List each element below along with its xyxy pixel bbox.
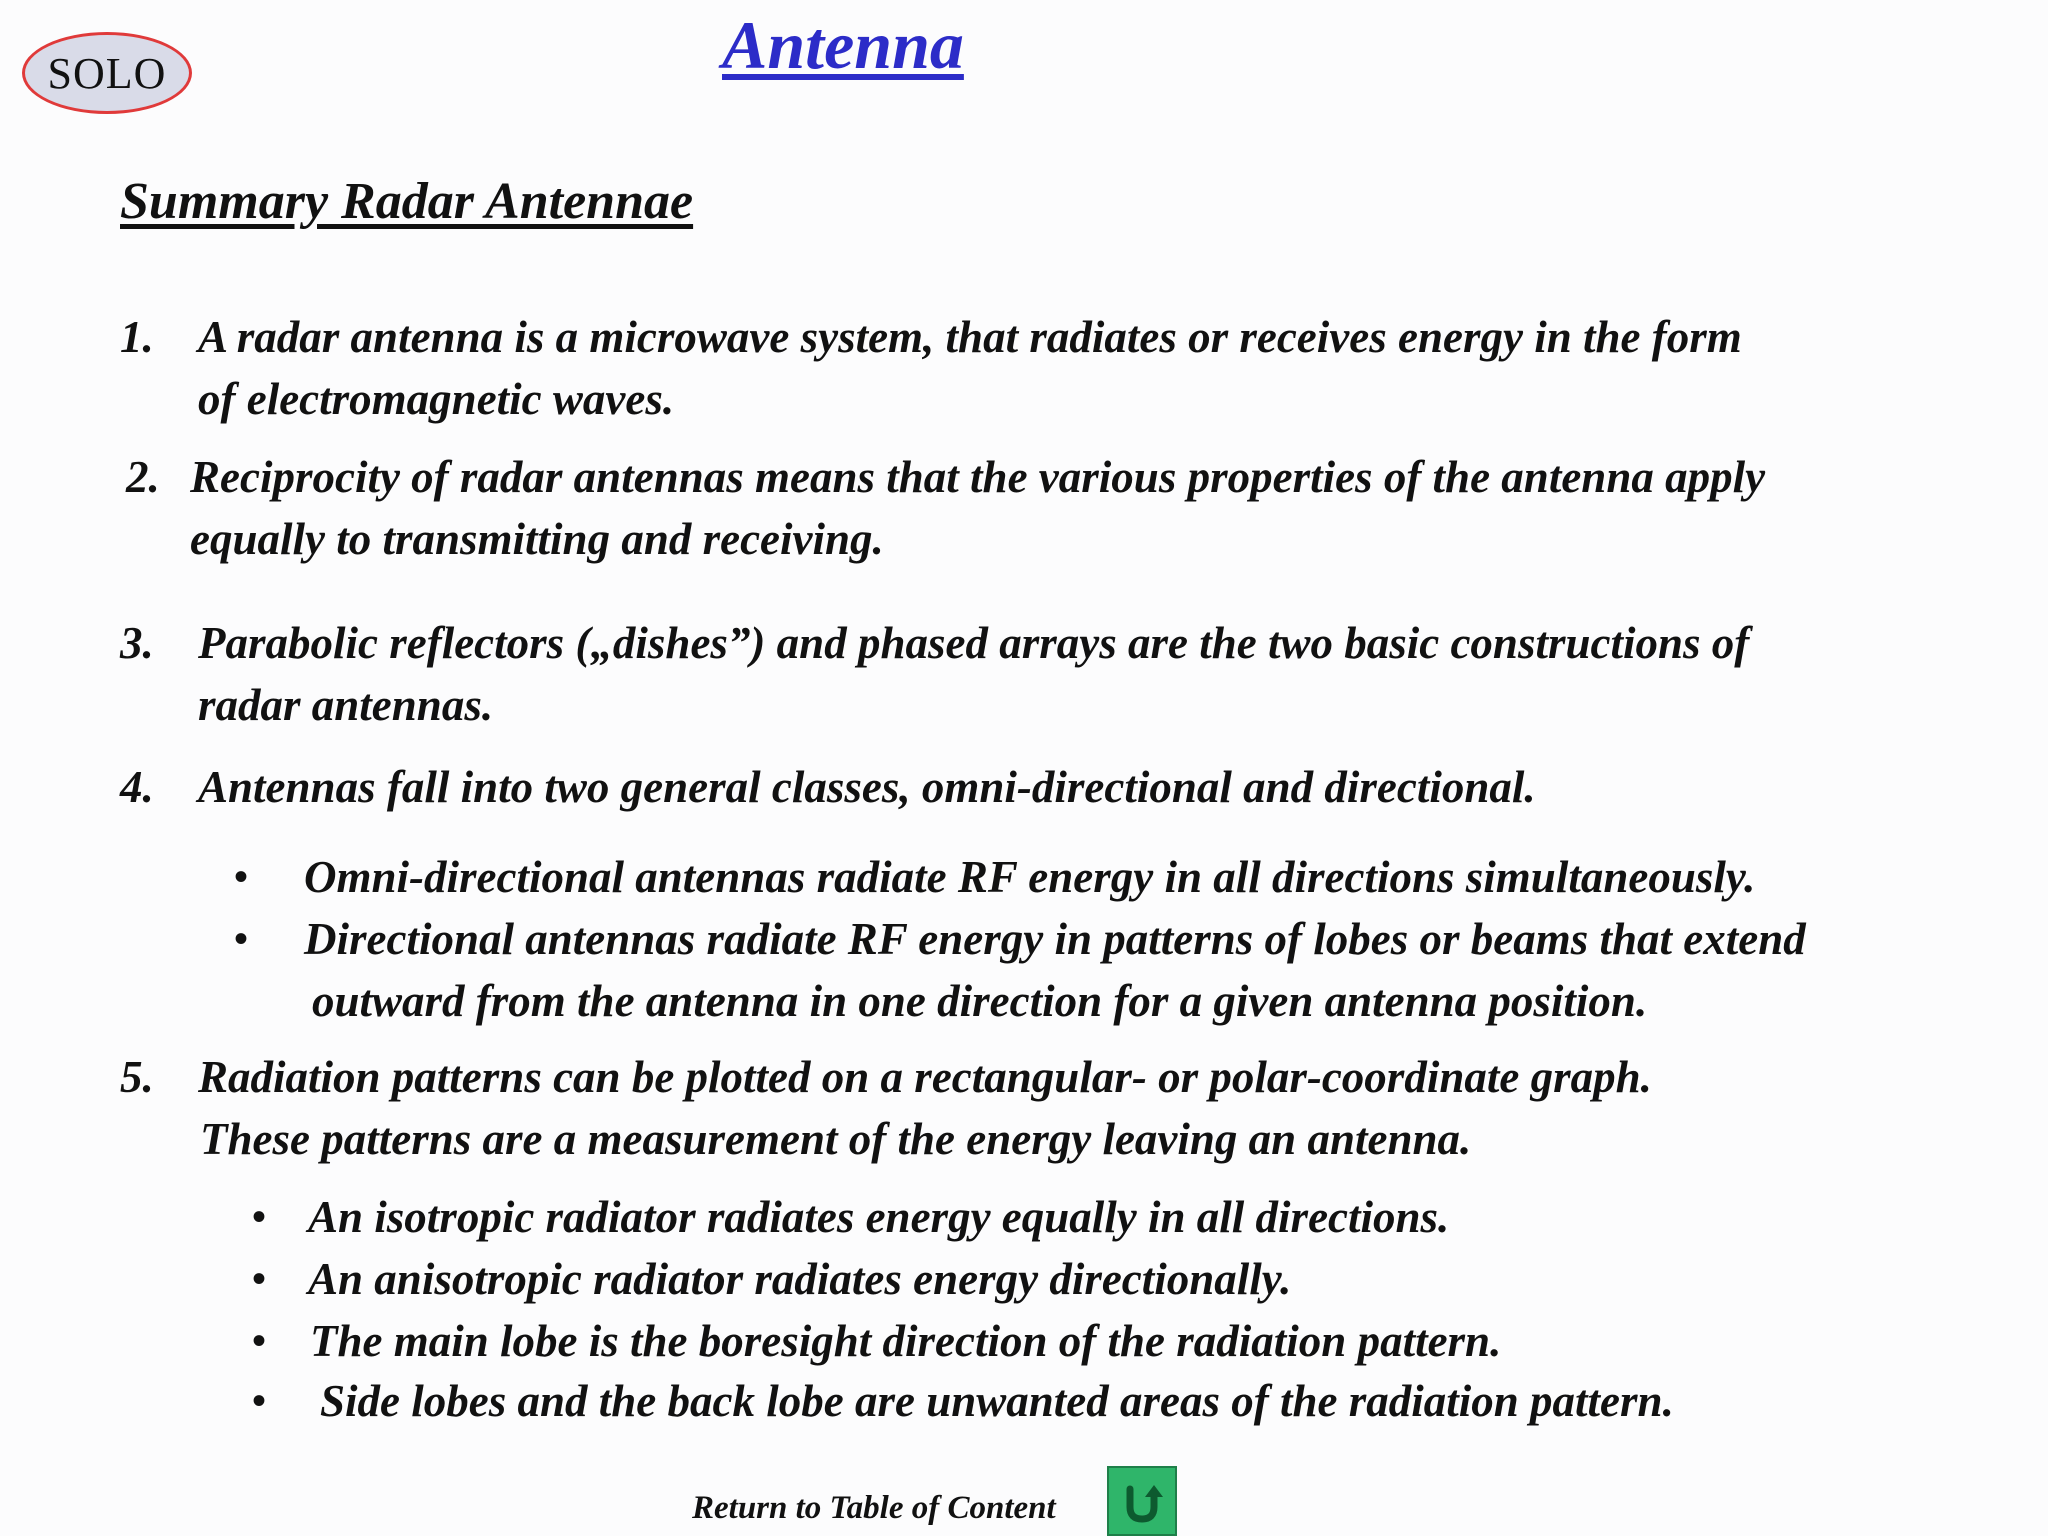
sub-bullet-text: outward from the antenna in one direction for a given antenna position. xyxy=(312,976,1648,1026)
item-line: These patterns are a measurement of the energy leaving an antenna. xyxy=(200,1114,1472,1164)
return-button[interactable] xyxy=(1107,1466,1177,1536)
item-line: Antennas fall into two general classes, omni-directional and directional. xyxy=(198,762,1536,812)
sub-bullet-text: Omni-directional antennas radiate RF energy in all directions simultaneously. xyxy=(304,852,1756,902)
item-number: 1. xyxy=(120,312,154,362)
item-line: equally to transmitting and receiving. xyxy=(190,514,884,564)
item-line: Parabolic reflectors („dishes”) and phased arrays are the two basic constructions of xyxy=(198,618,1750,668)
item-number: 2. xyxy=(126,452,160,502)
section-subtitle: Summary Radar Antennae xyxy=(120,173,694,230)
bullet-icon: • xyxy=(234,916,249,961)
bullet-icon: • xyxy=(252,1256,267,1301)
bullet-icon: • xyxy=(252,1318,267,1363)
sub-bullet-text: An isotropic radiator radiates energy equally in all directions. xyxy=(308,1192,1450,1242)
item-line: radar antennas. xyxy=(198,680,494,730)
bullet-icon: • xyxy=(234,854,249,899)
item-line: Reciprocity of radar antennas means that the various properties of the antenna apply xyxy=(190,452,1766,502)
sub-bullet-text: The main lobe is the boresight direction of the radiation pattern. xyxy=(310,1316,1502,1366)
item-line: Radiation patterns can be plotted on a rectangular- or polar-coordinate graph. xyxy=(198,1052,1652,1102)
item-number: 3. xyxy=(120,618,154,668)
return-to-toc-link[interactable]: Return to Table of Content xyxy=(692,1490,1056,1526)
item-number: 5. xyxy=(120,1052,154,1102)
sub-bullet-text: Directional antennas radiate RF energy in patterns of lobes or beams that extend xyxy=(304,914,1806,964)
item-line: of electromagnetic waves. xyxy=(198,374,675,424)
bullet-icon: • xyxy=(252,1378,267,1423)
return-arrow-icon xyxy=(1116,1475,1168,1527)
item-line: A radar antenna is a microwave system, that radiates or receives energy in the form xyxy=(198,312,1742,362)
page-title: Antenna xyxy=(722,7,964,83)
sub-bullet-text: An anisotropic radiator radiates energy directionally. xyxy=(308,1254,1292,1304)
sub-bullet-text: Side lobes and the back lobe are unwanted areas of the radiation pattern. xyxy=(320,1376,1674,1426)
logo-text: SOLO xyxy=(47,48,167,98)
solo-logo xyxy=(22,32,192,114)
item-number: 4. xyxy=(120,762,154,812)
bullet-icon: • xyxy=(252,1194,267,1239)
